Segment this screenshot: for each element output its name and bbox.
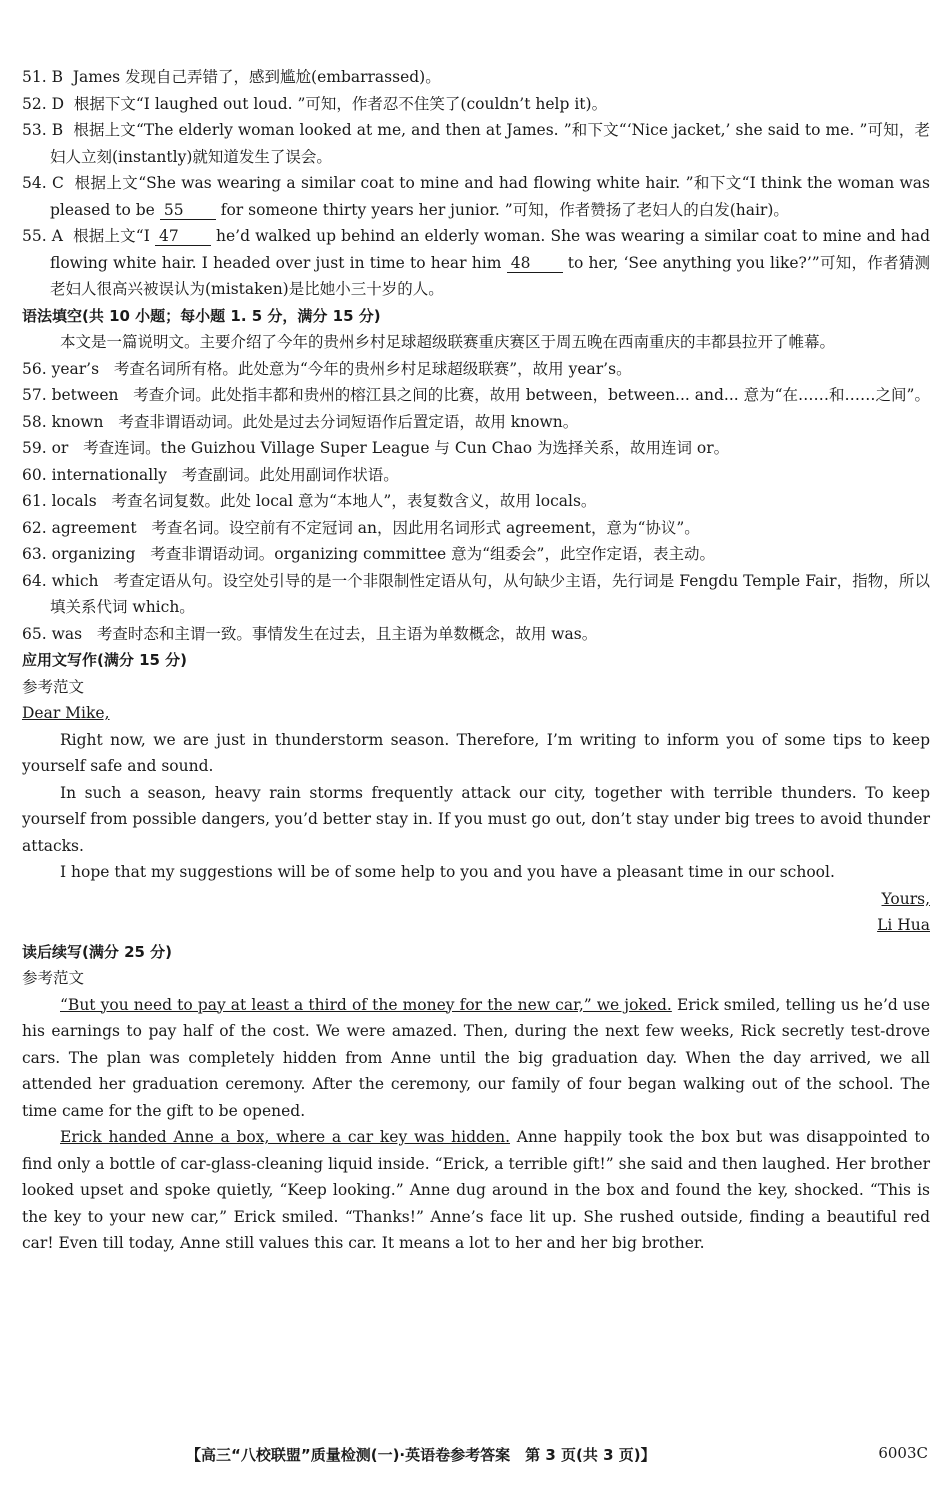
answer-explanation: 考查副词。此处用副词作状语。 bbox=[181, 465, 399, 484]
answer-word: 58. known bbox=[22, 412, 104, 431]
section-heading-continuation: 读后续写(满分 25 分) bbox=[22, 942, 173, 961]
answer-explanation: 考查介词。此处指丰都和贵州的榕江县之间的比赛，故用 between，between... and... 意为“在……和……之间”。 bbox=[133, 386, 930, 404]
answer-item-55 bbox=[22, 223, 930, 303]
story-paragraph-2 bbox=[22, 1124, 930, 1257]
answer-number: 54. C bbox=[22, 174, 64, 192]
sample-label: 参考范文 bbox=[22, 969, 85, 987]
answer-explanation: 根据上文“I bbox=[73, 227, 150, 245]
letter-paragraph: I hope that my suggestions will be of some help to you and you have a pleasant time in our school. bbox=[60, 863, 835, 881]
section-heading-grammar: 语法填空(共 10 小题；每小题 1. 5 分，满分 15 分) bbox=[22, 306, 381, 325]
letter-paragraph: Right now, we are just in thunderstorm season. Therefore, I’m writing to inform you of some tips to keep yourself safe and sound. bbox=[22, 730, 930, 775]
answer-explanation: 根据上文“She was wearing a similar coat to mine and had flowing white hair. ”和下文“I think the woman was pleased to be bbox=[50, 174, 930, 219]
answer-number: 52. D bbox=[22, 94, 65, 113]
footer-title: 【高三“八校联盟”质量检测(一)·英语卷参考答案 第 3 页(共 3 页)】 bbox=[186, 1446, 656, 1464]
grammar-answer-item bbox=[22, 435, 930, 462]
answer-item-51 bbox=[22, 64, 930, 91]
answer-word: 61. locals bbox=[22, 492, 97, 510]
blank-number: 48 bbox=[507, 254, 563, 273]
sample-label: 参考范文 bbox=[22, 677, 85, 696]
answer-explanation: 根据上文“The elderly woman looked at me, and then at James. ”和下文“‘Nice jacket,’ she said to me. ”可知，老妇人立刻(instantly)就知道发生了误会。 bbox=[50, 121, 931, 166]
blank-number: 55 bbox=[160, 201, 216, 220]
answer-explanation: to her, ‘See anything you like?’”可知，作者猜测老妇人很高兴被误认为(mistaken)是比她小三十岁的人。 bbox=[50, 253, 930, 298]
answer-explanation: 考查非谓语动词。organizing committee 意为“组委会”，此空作定语，表主动。 bbox=[150, 545, 715, 563]
grammar-answer-item bbox=[22, 621, 930, 648]
grammar-answer-item bbox=[22, 541, 930, 568]
answer-word: 56. year’s bbox=[22, 359, 100, 378]
blank-number: 47 bbox=[155, 227, 211, 246]
answer-explanation: James 发现自己弄错了，感到尴尬(embarrassed)。 bbox=[72, 68, 441, 86]
given-opening-sentence: “But you need to pay at least a third of the money for the new car,” we joked. bbox=[60, 995, 672, 1014]
answer-word: 64. which bbox=[22, 571, 99, 590]
grammar-answer-list bbox=[22, 356, 930, 648]
grammar-intro: 本文是一篇说明文。主要介绍了今年的贵州乡村足球超级联赛重庆赛区于周五晚在西南重庆的丰都县拉开了帷幕。 bbox=[60, 333, 836, 351]
grammar-answer-item bbox=[22, 488, 930, 515]
answer-item-54 bbox=[22, 170, 930, 223]
grammar-answer-item bbox=[22, 356, 930, 383]
given-opening-sentence: Erick handed Anne a box, where a car key was hidden. bbox=[60, 1128, 511, 1146]
story-text: Anne happily took the box but was disappointed to find only a bottle of car-glass-cleaning liquid inside. “Erick, a terrible gift!” she said and then laughed. Her brother looked upset and spoke quietly, “Keep looking.” Anne dug around in the box and found the key, shocked. “This is the key to your new car,” Erick smiled. “Thanks!” Anne’s face lit up. She rushed outside, finding a beautiful red car! Even till today, Anne still values this car. It means a lot to her and her big brother. bbox=[22, 1128, 930, 1252]
answer-explanation: 根据下文“I laughed out loud. ”可知，作者忍不住笑了(couldn’t help it)。 bbox=[73, 94, 608, 113]
answer-number: 51. B bbox=[22, 68, 63, 86]
answer-key-page bbox=[22, 64, 930, 1257]
answer-explanation: he’d walked up behind an elderly woman. She was wearing a similar coat to mine and had flowing white hair. I headed over just in time to hear him bbox=[50, 227, 930, 272]
answer-number: 55. A bbox=[22, 227, 63, 245]
answer-word: 62. agreement bbox=[22, 518, 137, 537]
grammar-answer-item bbox=[22, 568, 930, 621]
answer-explanation: 考查定语从句。设空处引导的是一个非限制性定语从句，从句缺少主语，先行词是 Fengdu Temple Fair，指物，所以填关系代词 which。 bbox=[50, 571, 931, 616]
answer-explanation: 考查连词。the Guizhou Village Super League 与 Cun Chao 为选择关系，故用连词 or。 bbox=[83, 439, 730, 457]
letter-salutation: Dear Mike, bbox=[22, 704, 110, 722]
story-paragraph-1 bbox=[22, 992, 930, 1125]
story-text: Erick smiled, telling us he’d use his earnings to pay half of the cost. We were amazed. Then, during the next few weeks, Rick secretly test-drove cars. The plan was completely hidden from Anne until the big graduation day. When the day arrived, we all attended her graduation ceremony. After the ceremony, our family of four began walking out of the school. The time came for the gift to be opened. bbox=[22, 995, 930, 1120]
footer-code: 6003C bbox=[878, 1444, 928, 1462]
answer-word: 57. between bbox=[22, 386, 119, 404]
grammar-answer-item bbox=[22, 382, 930, 409]
section-heading-writing: 应用文写作(满分 15 分) bbox=[22, 651, 188, 669]
answer-explanation: 考查时态和主谓一致。事情发生在过去，且主语为单数概念，故用 was。 bbox=[96, 624, 598, 643]
grammar-answer-item bbox=[22, 462, 930, 489]
answer-number: 53. B bbox=[22, 121, 64, 139]
answer-item-53 bbox=[22, 117, 930, 170]
answer-word: 65. was bbox=[22, 624, 83, 643]
letter-closing: Yours, bbox=[881, 889, 930, 908]
grammar-answer-item bbox=[22, 409, 930, 436]
answer-word: 63. organizing bbox=[22, 545, 136, 563]
answer-explanation: for someone thirty years her junior. ”可知，作者赞扬了老妇人的白发(hair)。 bbox=[220, 200, 789, 219]
answer-explanation: 考查名词所有格。此处意为“今年的贵州乡村足球超级联赛”，故用 year’s。 bbox=[113, 359, 632, 378]
letter-paragraph: In such a season, heavy rain storms frequently attack our city, together with terrible thunders. To keep yourself from possible dangers, you’d better stay in. If you must go out, don’t stay under big trees to avoid thunder attacks. bbox=[22, 783, 930, 855]
letter-signature: Li Hua bbox=[877, 916, 930, 934]
answer-explanation: 考查非谓语动词。此处是过去分词短语作后置定语，故用 known。 bbox=[118, 412, 579, 431]
answer-word: 60. internationally bbox=[22, 465, 167, 484]
answer-explanation: 考查名词复数。此处 local 意为“本地人”，表复数含义，故用 locals。 bbox=[111, 492, 597, 510]
answer-item-52 bbox=[22, 91, 930, 118]
answer-word: 59. or bbox=[22, 439, 69, 457]
answer-explanation: 考查名词。设空前有不定冠词 an，因此用名词形式 agreement，意为“协议”。 bbox=[151, 518, 700, 537]
grammar-answer-item bbox=[22, 515, 930, 542]
